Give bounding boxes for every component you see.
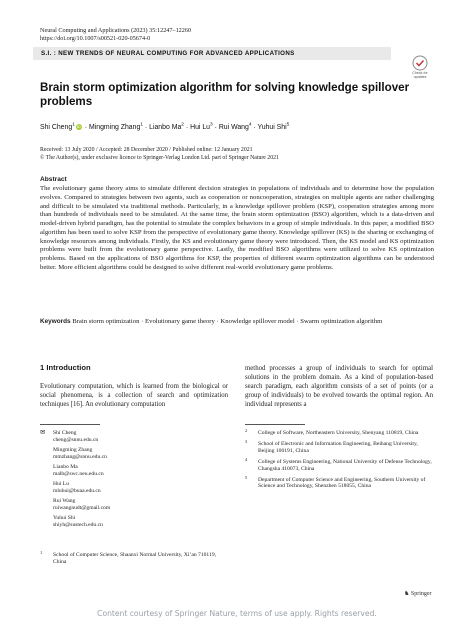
abstract-heading: Abstract: [40, 176, 67, 183]
contact-entry: [40, 481, 220, 495]
affiliation-text: College of Software, Northeastern University, Shenyang 110819, China: [258, 430, 419, 436]
contact-name: Rui Wang: [53, 498, 76, 504]
doi-link[interactable]: https://doi.org/10.1007/s00521-020-05674-0: [40, 35, 151, 42]
footnote-divider-right: [245, 424, 305, 425]
author-separator: ·: [251, 124, 258, 132]
contact-name: Yuhui Shi: [53, 515, 76, 521]
publication-dates: [40, 147, 279, 162]
author-name[interactable]: Yuhui Shi$^5$: [257, 123, 290, 132]
contact-email[interactable]: ruiwangnudt@gmail.com: [53, 504, 111, 511]
orcid-icon[interactable]: iD: [76, 124, 81, 130]
author-name[interactable]: Rui Wang$^4$: [218, 123, 252, 132]
affiliation-text: School of Electronic and Information Engineering, Beihang University, Beijing 100191, China: [258, 440, 418, 454]
keywords-text: Brain storm optimization · Evolutionary game theory · Knowledge spillover model · Swarm optimization algorithm: [72, 318, 383, 325]
contact-name: Mingming Zhang: [53, 447, 93, 453]
author-affiliation-number: 5: [286, 123, 290, 128]
intro-left-column: Evolutionary computation, which is learned from the biological or social phenomena, is a collection of search and optimization techniques [16]. An evolutionary computation: [40, 383, 228, 409]
author-name[interactable]: Lianbo Ma$^2$: [149, 123, 184, 132]
contact-email[interactable]: mluhui@buaa.edu.cn: [53, 487, 101, 494]
contact-entry: [40, 515, 220, 529]
contact-entry: [40, 430, 220, 444]
author-name[interactable]: Shi Cheng$^1$ iD: [40, 123, 81, 132]
contact-list: [40, 430, 220, 532]
author-affiliation-number: 2: [181, 123, 184, 128]
contact-entry: [40, 464, 220, 478]
affiliation-number: 5: [245, 474, 248, 480]
author-affiliation-number: 3: [210, 123, 213, 128]
affiliation-list: [245, 430, 435, 494]
copyright-line: © The Author(s), under exclusive licence to Springer-Verlag London Ltd. part of Springer Nature 2021: [40, 154, 279, 161]
keywords: [40, 318, 434, 327]
author-separator: ·: [212, 124, 219, 132]
affiliation-text: Department of Computer Science and Engineering, Southern University of Science and Technology, Shenzhen 518055, China: [258, 476, 426, 490]
author-separator: ·: [183, 124, 191, 132]
author-name[interactable]: Hui Lu$^3$: [190, 123, 213, 132]
author-affiliation-number: 1: [140, 123, 143, 128]
affiliation-entry: [245, 430, 435, 437]
affiliation-text: School of Computer Science, Shaanxi Normal University, Xi’an 710119, China: [53, 552, 217, 565]
contact-email[interactable]: malb@swc.neu.edu.cn: [53, 470, 104, 477]
affiliation-number: 3: [245, 438, 248, 444]
affiliation-1: [40, 552, 220, 570]
affiliation-entry: [245, 474, 435, 491]
author-affiliation-number: 1: [72, 123, 75, 128]
contact-entry: [40, 498, 220, 512]
contact-name: ✉ Shi Cheng: [40, 428, 77, 436]
contact-entry: [40, 447, 220, 461]
springer-horse-icon: ♞: [404, 591, 410, 597]
badge-line2: updates: [413, 75, 427, 79]
author-name[interactable]: Mingming Zhang$^1$: [88, 123, 143, 132]
content-credit: Content courtesy of Springer Nature, terms of use apply. Rights reserved.: [97, 609, 377, 618]
contact-email[interactable]: cheng@snnu.edu.cn: [53, 436, 99, 443]
contact-name: Hui Lu: [53, 481, 70, 487]
section-heading-introduction: 1 Introduction: [40, 363, 91, 372]
abstract-text: The evolutionary game theory aims to simulate different decision strategies in populations of individuals and to determine how the population evolves. Compared to strategies between two agents, such as cooperation or noncooperation, strategies on multiple agents are rather challenging and difficult to be simulated via traditional methods. Particularly, in a knowledge spillover problem (KSP), cooperation strategies among more than hundreds of individuals need to be simulated. At the same time, the brain storm optimization (BSO) algorithm, which is a data-driven and model-driven hybrid paradigm, has the potential to simulate the complex behaviors in a group of simple individuals. In this paper, a modified BSO algorithm has been used to solve KSP from the perspective of evolutionary game theory. Knowledge spillover (KS) is the sharing or exchanging of knowledge resources among individuals. Firstly, the KS and evolutionary game theory were introduced. Then, the KS model and KS optimization problems were built from the evolutionary game perspective. Lastly, the modified BSO algorithms were utilized to solve KS optimization problems. Based on the applications of BSO algorithms for KSP, the properties of different swarm optimization algorithms can be understood better. More efficient algorithms could be designed to solve different real-world evolutionary game problems.: [40, 185, 434, 271]
article-title: Brain storm optimization algorithm for solving knowledge spillover problems: [40, 81, 410, 108]
affiliation-text: College of Systems Engineering, National University of Defense Technology, Changsha 410073, China: [258, 458, 432, 472]
keywords-label: Keywords: [40, 318, 71, 325]
envelope-icon: ✉: [40, 428, 46, 436]
author-list: [40, 123, 289, 131]
footnote-divider-left: [40, 424, 100, 425]
special-issue-banner: S.I. : NEW TRENDS OF NEURAL COMPUTING FOR ADVANCED APPLICATIONS: [33, 47, 391, 60]
springer-logo: [404, 590, 432, 597]
publisher-name: Springer: [410, 591, 432, 597]
affiliation-entry: [245, 438, 435, 455]
affiliation-entry: [245, 456, 435, 473]
contact-name: Lianbo Ma: [53, 464, 78, 470]
contact-email[interactable]: shiyh@sustech.edu.cn: [53, 521, 103, 528]
affiliation-number: 1: [40, 550, 43, 555]
journal-line: Neural Computing and Applications (2023) 35:12247–12260: [40, 27, 192, 34]
author-separator: ·: [142, 124, 150, 132]
check-for-updates-badge[interactable]: [407, 54, 433, 80]
badge-line1: Check for: [412, 71, 428, 75]
dates-line: Received: 13 July 2020 / Accepted: 28 December 2020 / Published online: 12 January 2021: [40, 147, 253, 153]
contact-email[interactable]: mmzhang@snnu.edu.cn: [53, 453, 107, 460]
author-affiliation-number: 4: [248, 123, 252, 128]
affiliation-number: 2: [245, 428, 248, 433]
author-separator: ·: [82, 124, 89, 132]
affiliation-entry: [40, 552, 220, 566]
affiliation-number: 4: [245, 456, 248, 462]
intro-right-column: method processes a group of individuals to search for optimal solutions in the problem domain. As a kind of population-based search paradigm, each algorithm consists of a set of points (or a group of individuals) to be evolved towards the optimal region. An individual represents a: [245, 365, 433, 409]
